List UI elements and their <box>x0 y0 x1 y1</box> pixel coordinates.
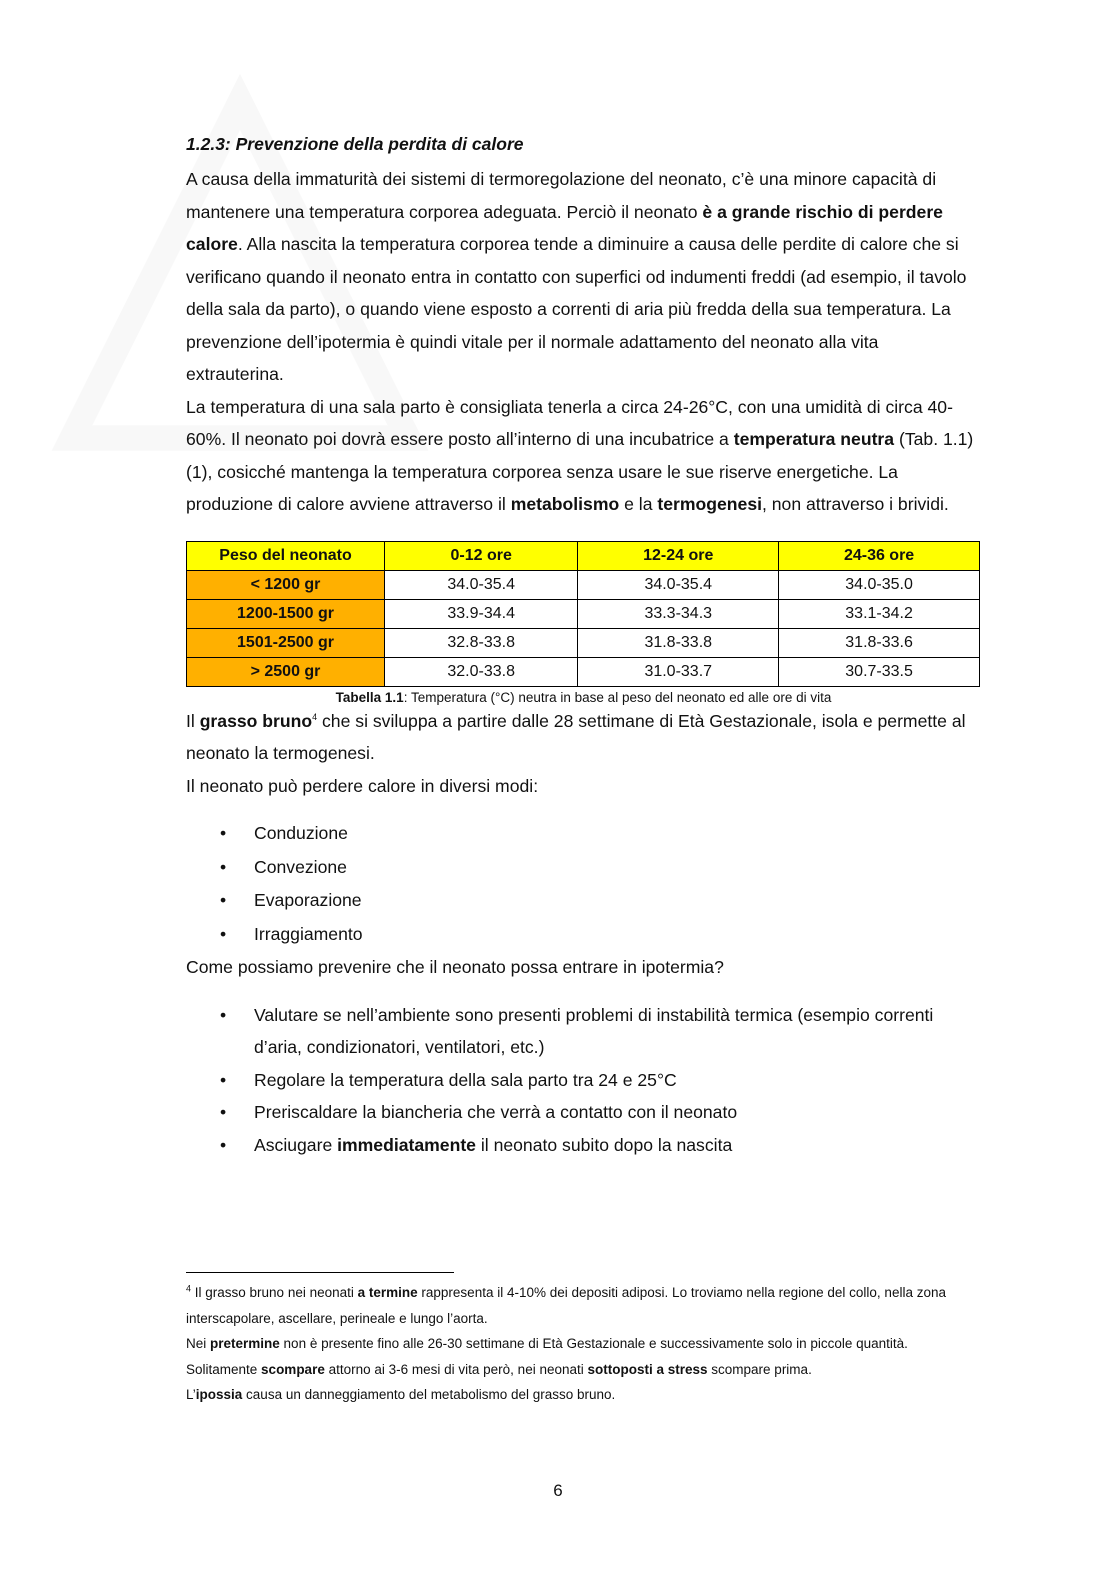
heat-loss-list <box>186 817 981 951</box>
bold-term: a termine <box>357 1285 418 1300</box>
text-run: Asciugare <box>254 1134 338 1155</box>
text-run: Il grasso bruno nei neonati <box>191 1285 358 1300</box>
list-item-text <box>254 1135 732 1155</box>
temperature-cell: 31.0-33.7 <box>578 657 779 686</box>
weight-cell: 1200-1500 gr <box>187 599 385 628</box>
text-run: che si sviluppa a partire dalle 28 settimane di Età Gestazionale, isola e permette al neonato la termogenesi. <box>186 710 966 763</box>
list-item-text: Conduzione <box>254 823 348 843</box>
text-run: L’ <box>186 1387 196 1402</box>
list-item <box>186 1129 981 1162</box>
list-item <box>186 851 981 885</box>
text-run: . Alla nascita la temperatura corporea tende a diminuire a causa delle perdite di calore che si verificano quando il neonato entra in contatto con superfici od indumenti freddi (ad esempio, il tavolo della sala da parto), o quando viene esposto a correnti di aria più fredda della sua temperatura. La prevenzione dell’ipotermia è quindi vitale per il normale adattamento del neonato alla vita extrauterina. <box>186 234 967 384</box>
weight-cell: 1501-2500 gr <box>187 628 385 657</box>
text-run: A causa della immaturità dei sistemi di termoregolazione del neonato, c’è una minore capacità di mantenere una temperatura corporea adeguata. Perciò il neonato <box>186 169 937 222</box>
bold-term: sottoposti a stress <box>587 1361 708 1377</box>
temperature-cell: 34.0-35.4 <box>385 570 578 599</box>
weight-cell: < 1200 gr <box>187 570 385 599</box>
heat-loss-intro: Il neonato può perdere calore in diversi modi: <box>186 775 539 796</box>
footnote-number: 4 <box>186 1283 192 1294</box>
temperature-cell: 30.7-33.5 <box>779 657 980 686</box>
bold-term: ipossia <box>195 1387 243 1402</box>
table-row <box>187 599 980 628</box>
bold-term: immediatamente <box>337 1134 476 1155</box>
table-header-cell: 0-12 ore <box>385 541 578 570</box>
list-item <box>186 1096 981 1129</box>
temperature-cell: 33.3-34.3 <box>578 599 779 628</box>
weight-cell: > 2500 gr <box>187 657 385 686</box>
text-run: Il <box>186 710 200 731</box>
text-run: non è presente fino alle 26-30 settimane di Età Gestazionale e successivamente solo in piccole quantità. <box>279 1336 908 1351</box>
text-run: (Tab. 1.1) (1), cosicché mantenga la temperatura corporea senza usare le sue riserve energetiche. La produzione di calore avviene attraverso il <box>186 429 974 514</box>
footnote-line <box>186 1357 976 1383</box>
footnote-line <box>186 1382 976 1408</box>
list-item-text <box>254 1102 737 1122</box>
temperature-cell: 32.8-33.8 <box>385 628 578 657</box>
temperature-cell: 32.0-33.8 <box>385 657 578 686</box>
list-item <box>186 1064 981 1097</box>
brown-fat-paragraph <box>186 705 981 770</box>
footnote-divider <box>186 1272 454 1273</box>
list-item-text: Irraggiamento <box>254 923 363 944</box>
bold-term: scompare <box>261 1361 325 1377</box>
list-item-text: Convezione <box>254 856 347 877</box>
caption-label: Tabella 1.1 <box>335 689 404 705</box>
text-run: Solitamente <box>186 1361 262 1377</box>
main-content <box>186 131 981 1161</box>
temperature-paragraph <box>186 391 981 521</box>
table-header-cell: 12-24 ore <box>578 541 779 570</box>
prevention-question: Come possiamo prevenire che il neonato possa entrare in ipotermia? <box>186 957 724 977</box>
temperature-cell: 33.1-34.2 <box>779 599 980 628</box>
text-run: Valutare se nell’ambiente sono presenti problemi di instabilità termica (esempio correnti d’aria, condizionatori, ventilatori, etc.) <box>254 1004 934 1057</box>
text-run: Regolare la temperatura della sala parto tra 24 e 25°C <box>254 1069 677 1090</box>
bold-term: grasso bruno <box>199 710 313 731</box>
bold-term: temperatura neutra <box>733 429 895 449</box>
bold-term: è a grande rischio di perdere calore <box>186 201 943 254</box>
temperature-cell: 31.8-33.6 <box>779 628 980 657</box>
bullet-icon: • <box>220 923 227 944</box>
temperature-cell: 34.0-35.4 <box>578 570 779 599</box>
bullet-icon: • <box>220 856 227 877</box>
bullet-icon: • <box>220 890 227 910</box>
text-run: causa un danneggiamento del metabolismo del grasso bruno. <box>242 1387 616 1402</box>
list-item <box>186 918 981 952</box>
bullet-icon: • <box>220 1134 227 1155</box>
footnotes <box>186 1280 976 1408</box>
text-run: Preriscaldare la biancheria che verrà a contatto con il neonato <box>254 1102 738 1122</box>
footnote-line <box>186 1280 976 1331</box>
bullet-icon: • <box>220 1069 227 1090</box>
neutral-temperature-table <box>186 541 980 687</box>
temperature-cell: 33.9-34.4 <box>385 599 578 628</box>
bullet-icon: • <box>220 823 227 843</box>
temperature-cell: 31.8-33.8 <box>578 628 779 657</box>
text-run: rappresenta il 4-10% dei depositi adiposi. Lo troviamo nella regione del collo, nella zona interscapolare, ascellare, perineale e lungo l’aorta. <box>186 1285 946 1326</box>
caption-text: : Temperatura (°C) neutra in base al peso del neonato ed alle ore di vita <box>403 689 832 705</box>
text-run: il neonato subito dopo la nascita <box>475 1134 733 1155</box>
list-item <box>186 884 981 918</box>
bullet-icon: • <box>220 1004 227 1025</box>
text-run: e la <box>619 494 658 514</box>
bold-term: pretermine <box>210 1336 280 1351</box>
table-row <box>187 657 980 686</box>
page-number: 6 <box>553 1481 563 1500</box>
text-run: , non attraverso i brividi. <box>762 494 949 514</box>
footnote-reference: 4 <box>312 711 318 722</box>
bullet-icon: • <box>220 1102 227 1122</box>
temperature-cell: 34.0-35.0 <box>779 570 980 599</box>
prevention-list <box>186 999 981 1162</box>
list-item-text <box>254 1005 933 1058</box>
footnote-text <box>186 1285 946 1326</box>
bold-term: metabolismo <box>510 494 620 514</box>
footnote-line <box>186 1331 976 1357</box>
section-heading: 1.2.3: Prevenzione della perdita di calore <box>186 134 524 154</box>
list-item <box>186 999 981 1064</box>
intro-paragraph <box>186 163 981 391</box>
bold-term: termogenesi <box>657 494 762 514</box>
text-run: Nei <box>186 1336 211 1351</box>
table-caption <box>186 690 981 705</box>
text-run: La temperatura di una sala parto è consigliata tenerla a circa 24-26°C, con una umidità di circa 40-60%. Il neonato poi dovrà essere posto all’interno di una incubatrice a <box>186 396 953 449</box>
table-header-cell: Peso del neonato <box>187 541 385 570</box>
table-header-row <box>187 541 980 570</box>
text-run: scompare prima. <box>707 1361 812 1377</box>
list-item <box>186 817 981 851</box>
table-row <box>187 628 980 657</box>
list-item-text <box>254 1070 677 1090</box>
list-item-text: Evaporazione <box>254 890 362 910</box>
text-run: attorno ai 3-6 mesi di vita però, nei neonati <box>324 1361 588 1377</box>
table-header-cell: 24-36 ore <box>779 541 980 570</box>
table-row <box>187 570 980 599</box>
